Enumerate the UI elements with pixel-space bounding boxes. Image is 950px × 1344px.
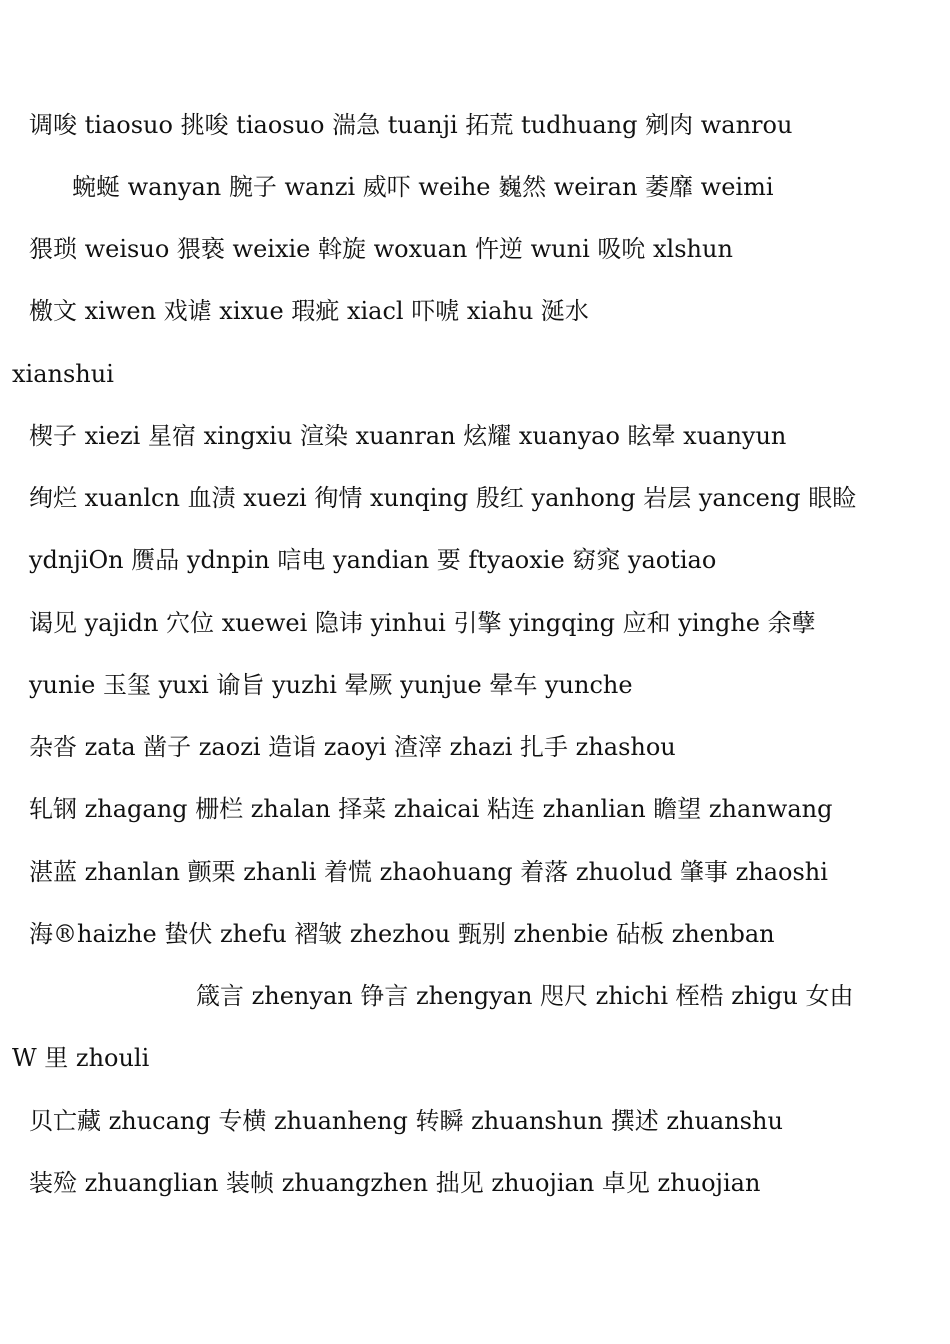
text-line: 谒见 yajidn 穴位 xuewei 隐讳 yinhui 引擎 yingqing 应和 yinghe 余孽 — [29, 609, 816, 637]
text-line: 装殓 zhuanglian 装帧 zhuangzhen 拙见 zhuojian 卓见 zhuojian — [29, 1169, 761, 1197]
text-line: 贝亡藏 zhucang 专横 zhuanheng 转瞬 zhuanshun 撰述 zhuanshu — [29, 1107, 783, 1135]
text-line: 湛蓝 zhanlan 颤栗 zhanli 着慌 zhaohuang 着落 zhuolud 肇事 zhaoshi — [29, 858, 828, 886]
text-line: 杂沓 zata 凿子 zaozi 造诣 zaoyi 渣滓 zhazi 扎手 zhashou — [29, 733, 676, 761]
text-line: 蜿蜒 wanyan 腕子 wanzi 威吓 weihe 巍然 weiran 萎靡 weimi — [72, 173, 774, 201]
text-line: 猥琐 weisuo 猥亵 weixie 斡旋 woxuan 忤逆 wuni 吸吮 xlshun — [29, 235, 733, 263]
text-line: W 里 zhouli — [12, 1044, 150, 1072]
text-line: 绚烂 xuanlcn 血渍 xuezi 徇情 xunqing 殷红 yanhong 岩层 yanceng 眼睑 — [29, 484, 857, 512]
text-line: 檄文 xiwen 戏谑 xixue 瑕疵 xiacl 吓唬 xiahu 涎水 — [29, 297, 589, 325]
text-line: ydnjiOn 赝品 ydnpin 唁电 yandian 要 ftyaoxie 窈窕 yaotiao — [29, 546, 717, 574]
text-line: 楔子 xiezi 星宿 xingxiu 渲染 xuanran 炫耀 xuanyao 眩晕 xuanyun — [29, 422, 787, 450]
text-line: 海®haizhe 蛰伏 zhefu 褶皱 zhezhou 甄别 zhenbie 砧板 zhenban — [29, 920, 775, 948]
text-line: 调唆 tiaosuo 挑唆 tiaosuo 湍急 tuanji 拓荒 tudhuang 剜肉 wanrou — [29, 111, 793, 139]
text-line: 箴言 zhenyan 铮言 zhengyan 咫尺 zhichi 桎梏 zhigu 女由 — [196, 982, 854, 1010]
text-line: 轧钢 zhagang 栅栏 zhalan 择菜 zhaicai 粘连 zhanlian 瞻望 zhanwang — [29, 795, 833, 823]
text-line: xianshui — [12, 360, 114, 388]
text-line: yunie 玉玺 yuxi 谕旨 yuzhi 晕厥 yunjue 晕车 yunche — [29, 671, 633, 699]
